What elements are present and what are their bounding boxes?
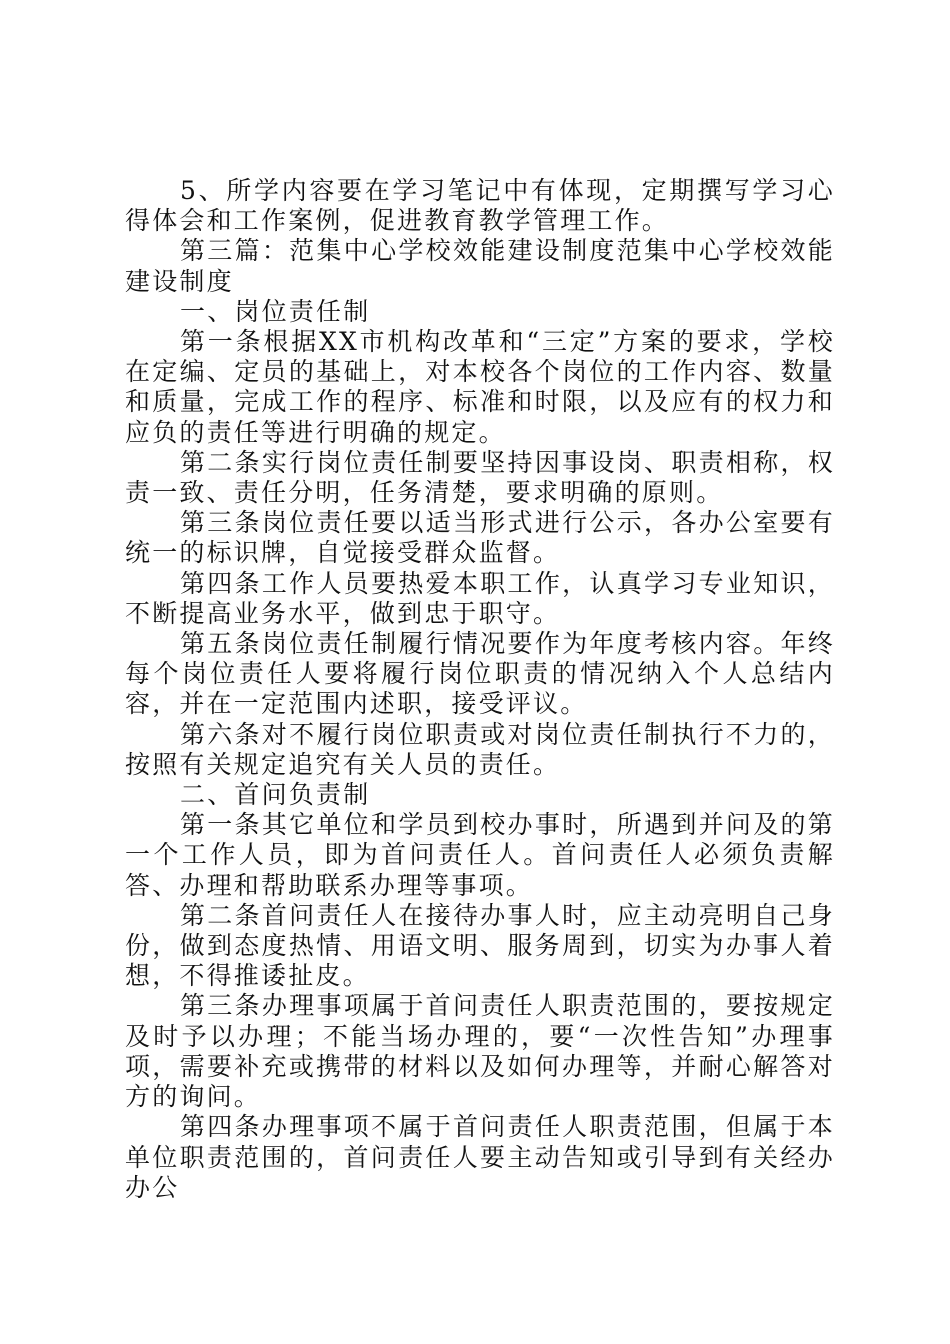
article-2-first-inquiry: 第二条首问责任人在接待办事人时，应主动亮明自己身份，做到态度热情、用语文明、服务周到，切实为办事人着想，不得推诿扯皮。 xyxy=(125,900,835,991)
article-2-post-responsibility: 第二条实行岗位责任制要坚持因事设岗、职责相称，权责一致、责任分明，任务清楚，要求明确的原则。 xyxy=(125,447,835,508)
section-title-chapter-three: 第三篇：范集中心学校效能建设制度范集中心学校效能建设制度 xyxy=(125,236,835,296)
document-body xyxy=(125,176,835,1203)
article-5-post-responsibility: 第五条岗位责任制履行情况要作为年度考核内容。年终每个岗位责任人要将履行岗位职责的情况纳入个人总结内容，并在一定范围内述职，接受评议。 xyxy=(125,629,835,719)
paragraph-study-notes: 5、所学内容要在学习笔记中有体现，定期撰写学习心得体会和工作案例，促进教育教学管理工作。 xyxy=(125,176,835,236)
heading-post-responsibility: 一、岗位责任制 xyxy=(180,296,371,326)
article-3-post-responsibility: 第三条岗位责任要以适当形式进行公示，各办公室要有统一的标识牌，自觉接受群众监督。 xyxy=(125,508,835,568)
heading-first-inquiry: 二、首问负责制 xyxy=(180,780,371,810)
article-6-post-responsibility: 第六条对不履行岗位职责或对岗位责任制执行不力的，按照有关规定追究有关人员的责任。 xyxy=(125,719,835,779)
article-1-first-inquiry: 第一条其它单位和学员到校办事时，所遇到并问及的第一个工作人员，即为首问责任人。首问责任人必须负责解答、办理和帮助联系办理等事项。 xyxy=(125,810,835,900)
article-1-post-responsibility: 第一条根据XX市机构改革和“三定”方案的要求，学校在定编、定员的基础上，对本校各个岗位的工作内容、数量和质量，完成工作的程序、标准和时限，以及应有的权力和应负的责任等进行明确的规定。 xyxy=(125,327,835,447)
article-4-post-responsibility: 第四条工作人员要热爱本职工作，认真学习专业知识，不断提高业务水平，做到忠于职守。 xyxy=(125,568,835,628)
article-4-first-inquiry: 第四条办理事项不属于首问责任人职责范围，但属于本单位职责范围的，首问责任人要主动告知或引导到有关经办办公 xyxy=(125,1112,835,1202)
article-3-first-inquiry: 第三条办理事项属于首问责任人职责范围的，要按规定及时予以办理；不能当场办理的，要“一次性告知”办理事项，需要补充或携带的材料以及如何办理等，并耐心解答对方的询问。 xyxy=(125,991,835,1112)
